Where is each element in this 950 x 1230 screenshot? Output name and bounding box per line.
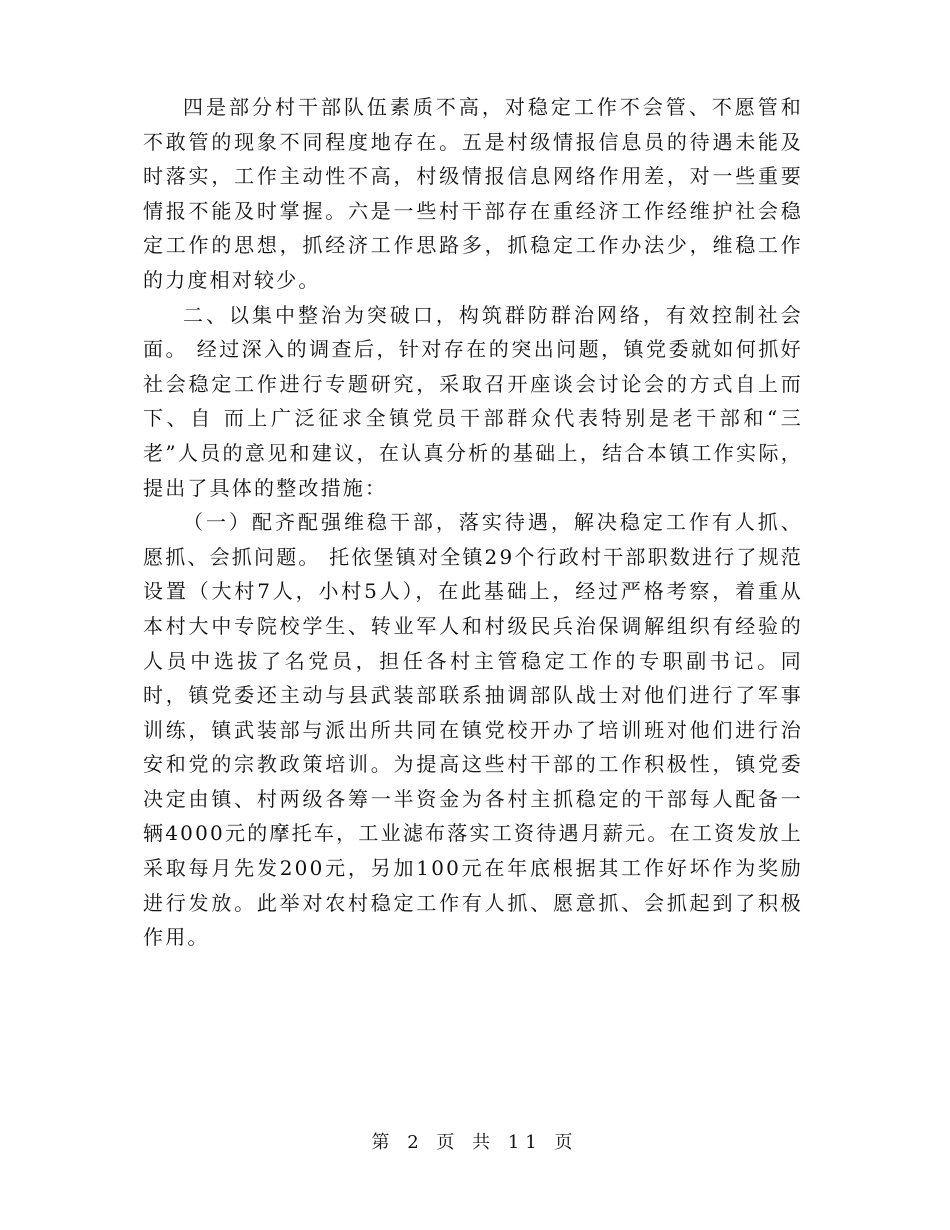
document-body (143, 90, 803, 955)
page-number: 第 2 页 共 11 页 (371, 1132, 579, 1153)
paragraph-measure-one: （一）配齐配强维稳干部，落实待遇，解决稳定工作有人抓、愿抓、会抓问题。 托依堡镇对全镇29个行政村干部职数进行了规范设置（大村7人，小村5人），在此基础上，经过严格考察，着重从本村大中专院校学生、转业军人和村级民兵治保调解组织有经验的人员中选拔了名党员，担任各村主管稳定工作的专职副书记。同时，镇党委还主动与县武装部联系抽调部队战士对他们进行了军事训练，镇武装部与派出所共同在镇党校开办了培训班对他们进行治安和党的宗教政策培训。为提高这些村干部的工作积极性，镇党委决定由镇、村两级各筹一半资金为各村主抓稳定的干部每人配备一辆4000元的摩托车，工业滤布落实工资待遇月薪元。在工资发放上采取每月先发200元，另加100元在年底根据其工作好坏作为奖励进行发放。此举对农村稳定工作有人抓、愿意抓、会抓起到了积极作用。 (143, 510, 804, 950)
paragraph-issues: 四是部分村干部队伍素质不高，对稳定工作不会管、不愿管和不敢管的现象不同程度地存在。五是村级情报信息员的待遇未能及时落实，工作主动性不高，村级情报信息网络作用差，对一些重要情报不能及时掌握。六是一些村干部存在重经济工作经维护社会稳定工作的思想，抓经济工作思路多，抓稳定工作办法少，维稳工作的力度相对较少。 (143, 95, 803, 292)
page-footer (0, 1128, 950, 1154)
paragraph-section-two: 二、以集中整治为突破口，构筑群防群治网络，有效控制社会面。 经过深入的调查后，针对存在的突出问题，镇党委就如何抓好社会稳定工作进行专题研究，采取召开座谈会讨论会的方式自上而下、自 而上广泛征求全镇党员干部群众代表特别是老干部和“三老”人员的意见和建议，在认真分析的基础上，结合本镇工作实际，提出了具体的整改措施： (143, 302, 803, 500)
